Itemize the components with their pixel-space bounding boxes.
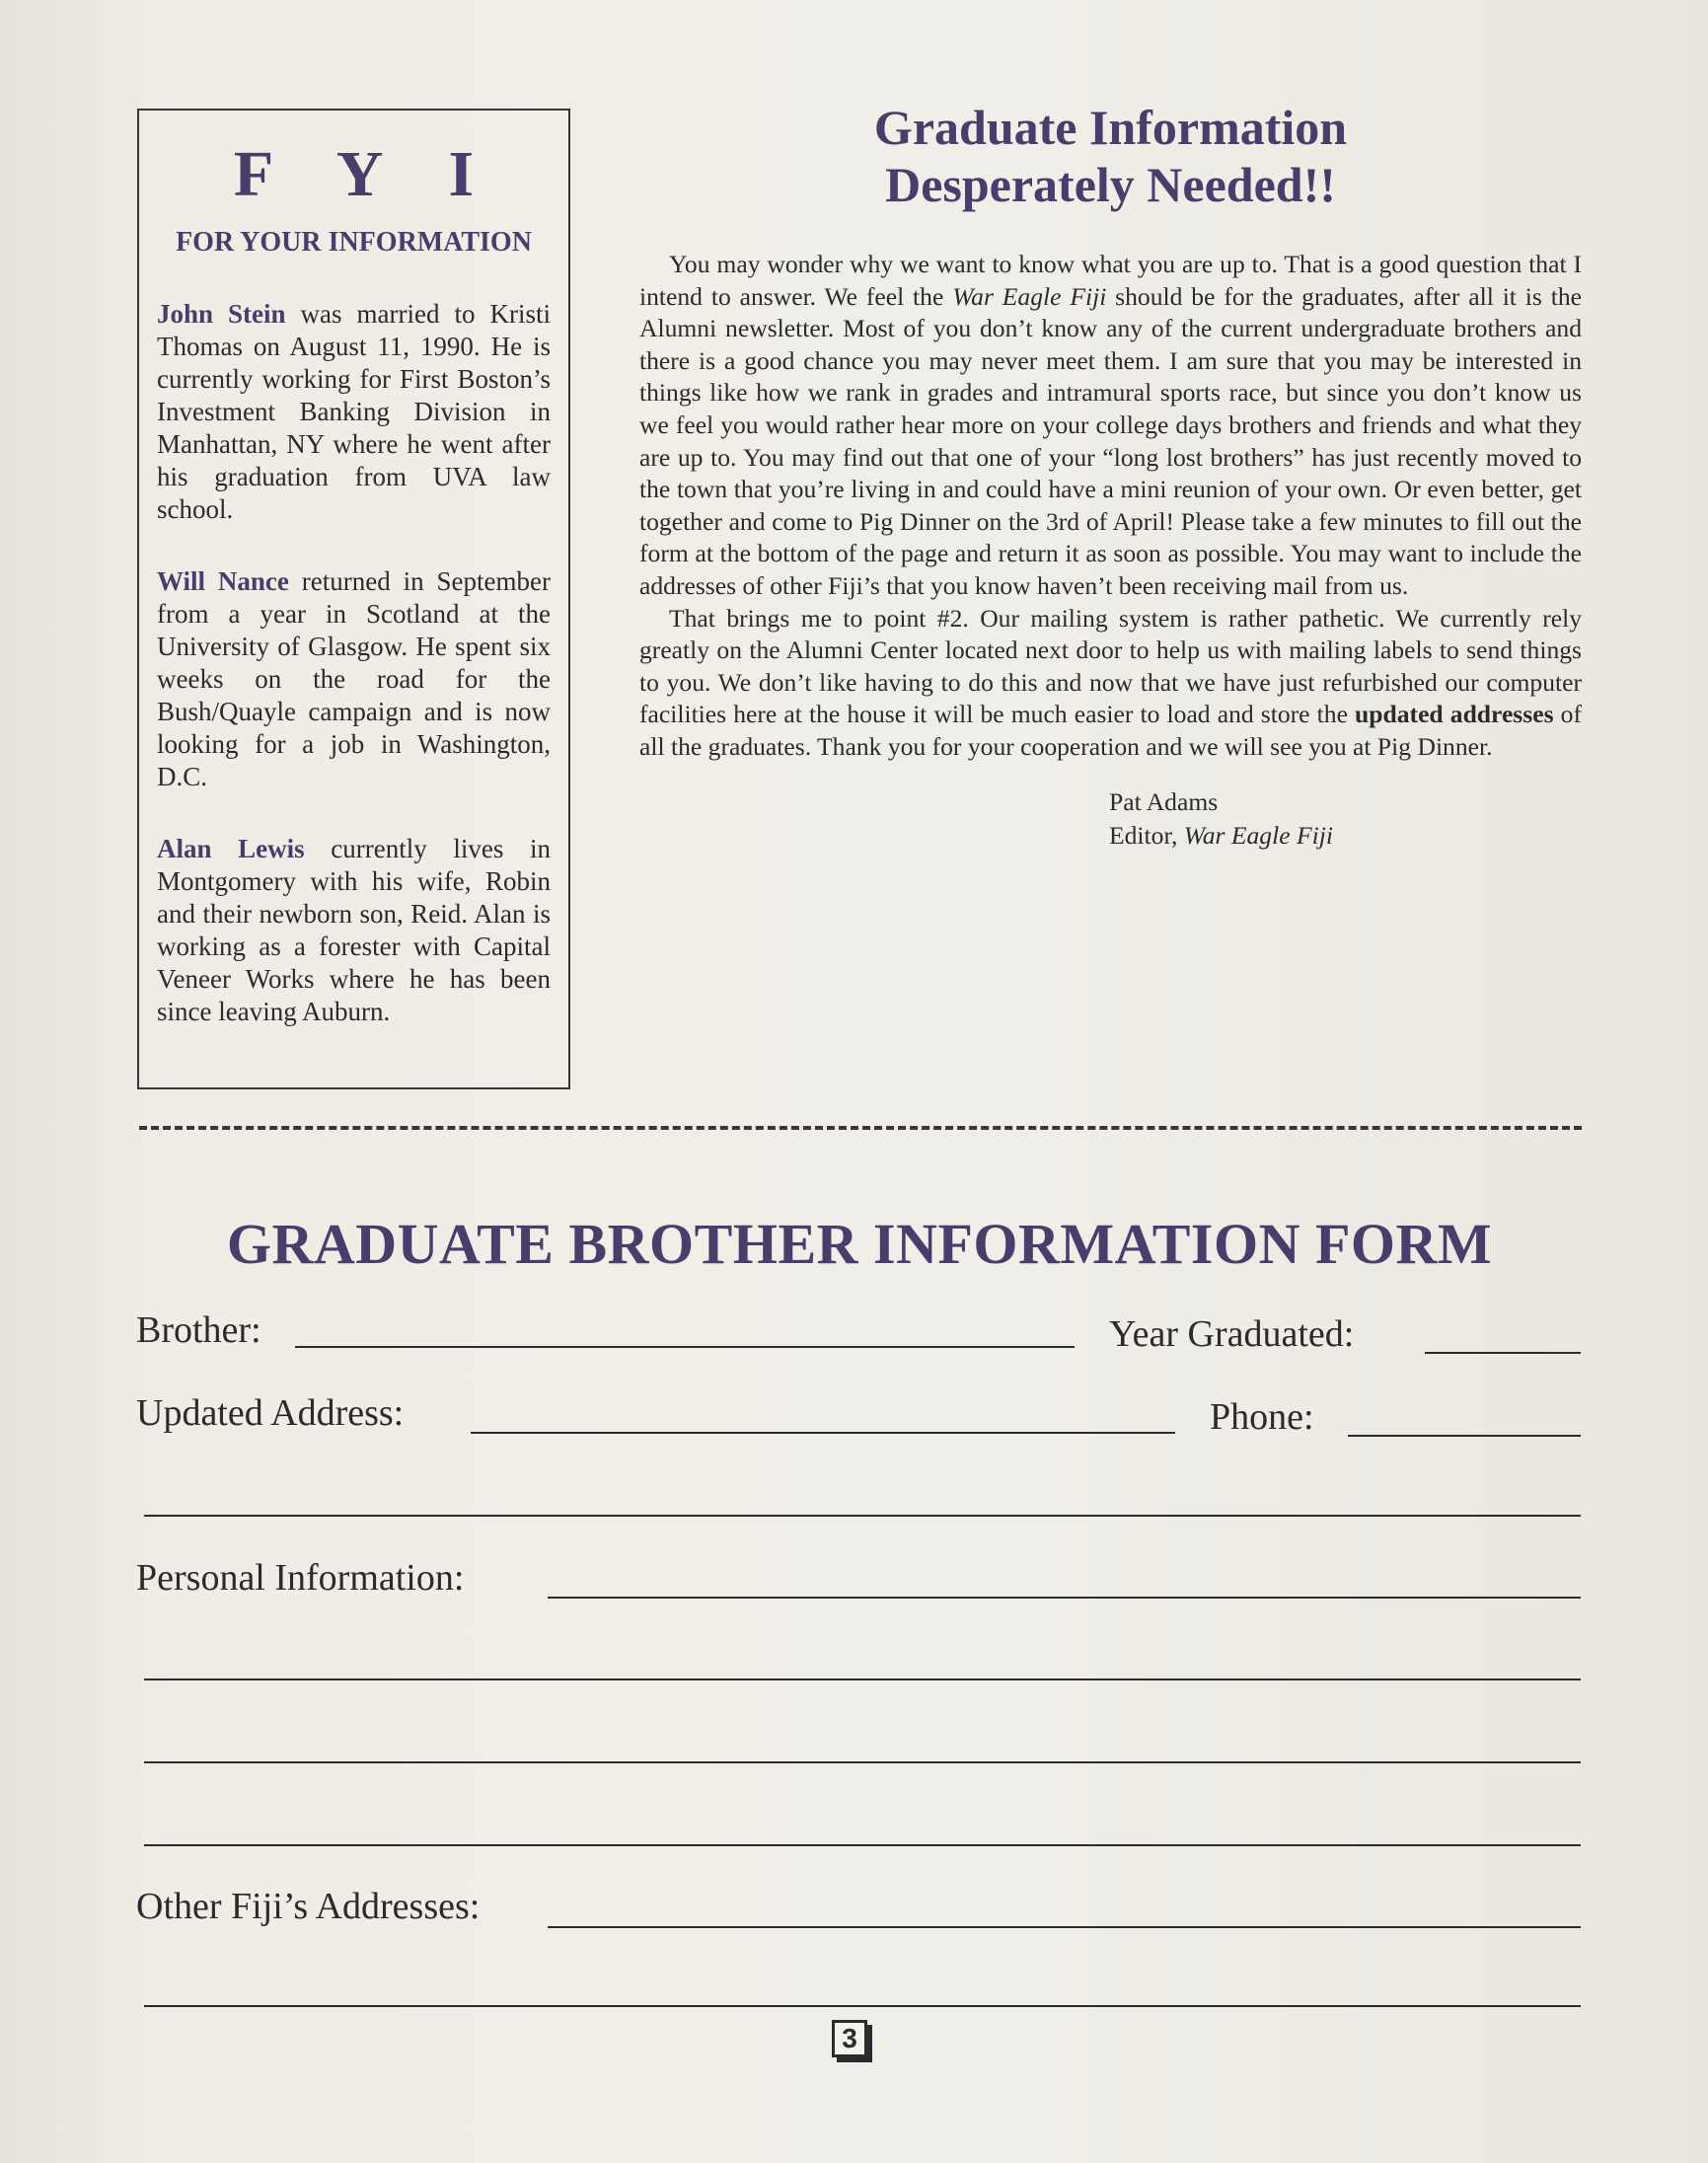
- article-text: That brings me to point #2. Our mailing system is rather pathetic. We currently rely greatly on the Alumni Center located next door to help us with mailing labels to send things to you. We don’t like having to do this and now that we have just refurbished our computer facilities here at the house it will be much easier to load and store the: [639, 603, 1582, 729]
- personal-information-field-line-4[interactable]: [144, 1844, 1581, 1846]
- signature-role-text: Editor,: [1109, 820, 1184, 850]
- fyi-item-text: was married to Kristi Thomas on August 11, 1990. He is currently working for First Boston’s Investment Banking Division in Manhattan, NY where he went after his graduation from UVA law school.: [157, 299, 551, 524]
- article-paragraph-2: [639, 603, 1582, 764]
- form-title: GRADUATE BROTHER INFORMATION FORM: [226, 1212, 1493, 1276]
- updated-address-field-line-2[interactable]: [144, 1515, 1581, 1517]
- other-fiji-addresses-label: Other Fiji’s Addresses:: [136, 1886, 481, 1927]
- cut-line-divider: [139, 1126, 1582, 1130]
- fyi-title: F Y I: [233, 138, 500, 210]
- article-title-line-2: Desperately Needed!!: [885, 157, 1336, 212]
- publication-name: War Eagle Fiji: [952, 281, 1107, 311]
- updated-address-label: Updated Address:: [136, 1392, 405, 1434]
- article-text: of all the graduates. Thank you for your cooperation and we will see you at Pig Dinner.: [639, 700, 1582, 761]
- personal-information-field-line-2[interactable]: [144, 1678, 1581, 1680]
- article-text: should be for the graduates, after all it is the Alumni newsletter. Most of you don’t know any of the current undergraduate brothers and there is a good chance you may never meet them. I am sure that you may be interested in things like how we rank in grades and intramural sports race, but since you don’t know us we feel you would rather hear more on your college days brothers and friends and what they are up to. You may find out that one of your “long lost brothers” has just recently moved to the town that you’re living in and could have a mini reunion of your own. Or even better, get together and come to Pig Dinner on the 3rd of April! Please take a few minutes to fill out the form at the bottom of the page and return it as soon as possible. You may want to include the addresses of other Fiji’s that you know haven’t been receiving mail from us.: [639, 281, 1582, 600]
- signature-role: [1109, 819, 1582, 853]
- other-fiji-addresses-field-line-2[interactable]: [144, 2005, 1581, 2007]
- year-graduated-field[interactable]: [1425, 1352, 1581, 1354]
- fyi-subtitle: FOR YOUR INFORMATION: [176, 227, 532, 258]
- fyi-item-will-nance: [157, 565, 551, 793]
- article-text: You may wonder why we want to know what you are up to. That is a good question that I intend to answer. We feel the: [639, 250, 1582, 311]
- fyi-box: [137, 109, 570, 1089]
- fyi-item-text: returned in September from a year in Scotland at the University of Glasgow. He spent six weeks on the road for the Bush/Quayle campaign and is now looking for a job in Washington, D.C.: [157, 566, 552, 791]
- fyi-item-name: Will Nance: [157, 566, 289, 596]
- personal-information-field[interactable]: [548, 1597, 1581, 1599]
- publication-name: War Eagle Fiji: [1183, 820, 1333, 850]
- article-title-line-1: Graduate Information: [873, 100, 1348, 155]
- fyi-item-john-stein: [157, 298, 551, 526]
- phone-field[interactable]: [1348, 1435, 1581, 1437]
- fyi-item-name: John Stein: [157, 299, 286, 329]
- emphasis-text: updated addresses: [1355, 700, 1554, 729]
- personal-information-label: Personal Information:: [136, 1557, 465, 1599]
- phone-label: Phone:: [1210, 1396, 1314, 1438]
- article: [639, 99, 1582, 853]
- other-fiji-addresses-field[interactable]: [548, 1926, 1581, 1928]
- fyi-item-alan-lewis: [157, 833, 551, 1028]
- year-graduated-label: Year Graduated:: [1109, 1313, 1355, 1355]
- article-paragraph-1: [639, 249, 1582, 603]
- personal-information-field-line-3[interactable]: [144, 1761, 1581, 1763]
- page-number: 3: [832, 2020, 867, 2057]
- signature: [1109, 785, 1582, 853]
- signature-name: Pat Adams: [1109, 786, 1219, 816]
- brother-field[interactable]: [295, 1346, 1075, 1348]
- fyi-item-text: currently lives in Montgomery with his wife, Robin and their newborn son, Reid. Alan is working as a forester with Capital Veneer Works where he has been since leaving Auburn.: [157, 834, 551, 1026]
- updated-address-field[interactable]: [471, 1432, 1175, 1434]
- fyi-item-name: Alan Lewis: [157, 834, 305, 863]
- brother-label: Brother:: [136, 1309, 261, 1351]
- article-title: [639, 99, 1582, 213]
- article-body: [639, 249, 1582, 764]
